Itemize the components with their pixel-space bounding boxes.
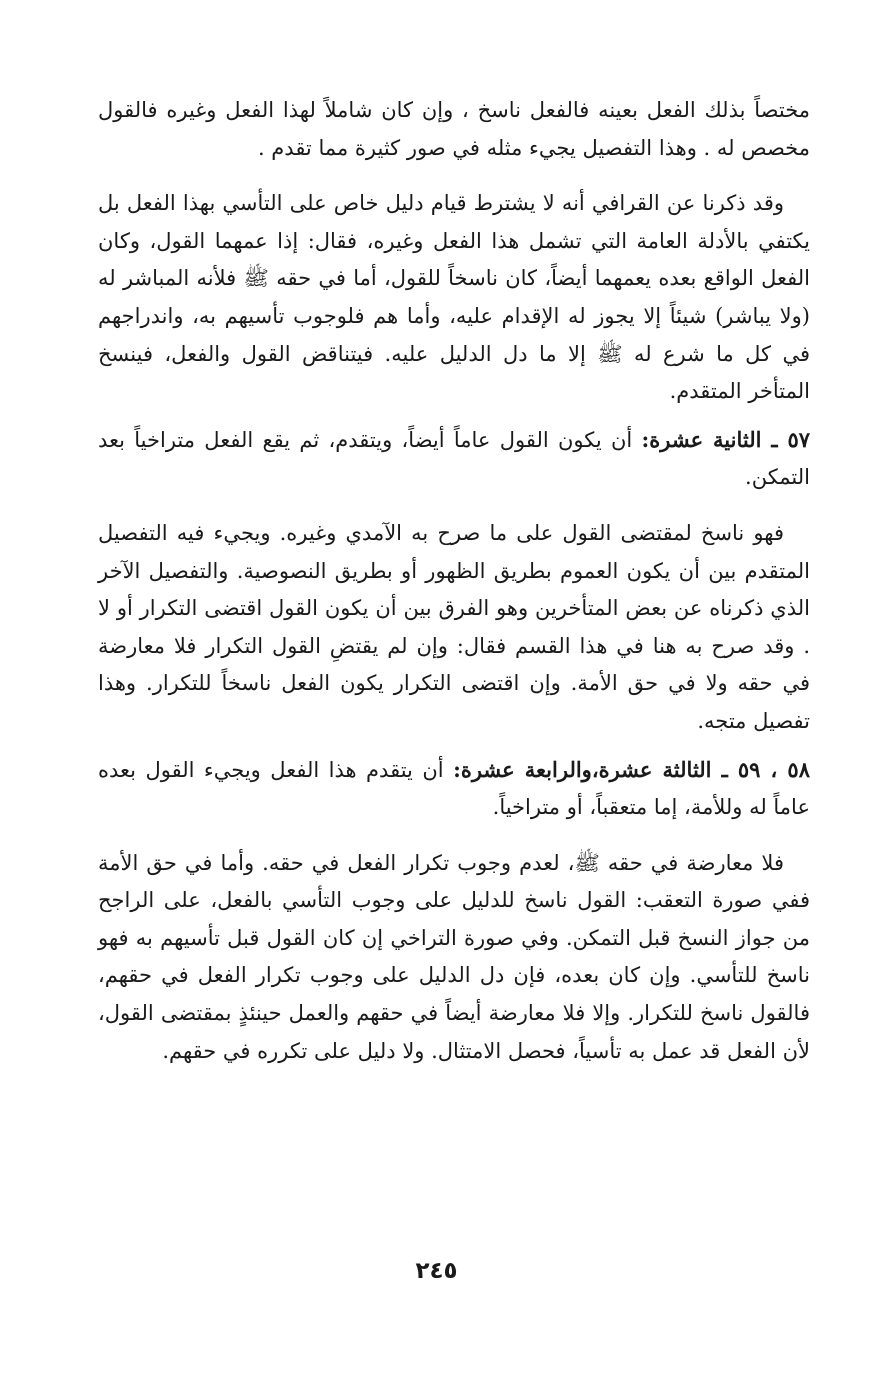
paragraph-5: [98, 751, 810, 827]
section-heading-57: ٥٧ ـ الثانية عشرة:: [641, 426, 810, 452]
paragraph-6: فلا معارضة في حقه ﷺ، لعدم وجوب تكرار الفعل في حقه. وأما في حق الأمة ففي صورة التعقب: القول ناسخ للدليل على وجوب التأسي بالفعل، على الراجح من جواز النسخ قبل التمكن. وفي صورة التراخي إن كان القول قبل تأسيهم به فهو ناسخ للتأسي. وإن كان بعده، فإن دل الدليل على وجوب تكرار الفعل في حقهم، فالقول ناسخ للتكرار. وإلا فلا معارضة أيضاً في حقهم والعمل حينئذٍ بمقتضى القول، لأن الفعل قد عمل به تأسياً، فحصل الامتثال. ولا دليل على تكرره في حقهم.: [98, 850, 810, 1063]
paragraph-5-text: أن يتقدم هذا الفعل ويجيء القول بعده عاماً له وللأمة، إما متعقباً، أو متراخياً.: [98, 757, 810, 820]
paragraph-4: فهو ناسخ لمقتضى القول على ما صرح به الآمدي وغيره. ويجيء فيه التفصيل المتقدم بين أن يكون العموم بطريق الظهور أو بطريق النصوصية. والتفصيل الآخر الذي ذكرناه عن بعض المتأخرين وهو الفرق بين أن يكون القول اقتضى التكرار أو لا . وقد صرح به هنا في هذا القسم فقال: وإن لم يقتضِ القول التكرار فلا معارضة في حقه ولا في حق الأمة. وإن اقتضى التكرار يكون الفعل ناسخاً للتكرار. وهذا تفصيل متجه.: [98, 520, 810, 733]
paragraph-1: مختصاً بذلك الفعل بعينه فالفعل ناسخ ، وإن كان شاملاً لهذا الفعل وغيره فالقول مخصص له . وهذا التفصيل يجيء مثله في صور كثيرة مما تقدم .: [98, 98, 810, 160]
paragraph-3-text: أن يكون القول عاماً أيضاً، ويتقدم، ثم يقع الفعل متراخياً بعد التمكن.: [98, 427, 810, 490]
page-body: [98, 92, 810, 1070]
page-number: ٢٤٥: [415, 1258, 458, 1284]
section-heading-58-59: ٥٨ ، ٥٩ ـ الثالثة عشرة،والرابعة عشرة:: [453, 756, 810, 782]
paragraph-3: [98, 421, 810, 497]
paragraph-2: وقد ذكرنا عن القرافي أنه لا يشترط قيام دليل خاص على التأسي بهذا الفعل بل يكتفي بالأدلة العامة التي تشمل هذا الفعل وغيره، فقال: إذا عمهما القول، وكان الفعل الواقع بعده يعمهما أيضاً، كان ناسخاً للقول، أما في حقه ﷺ فلأنه المباشر له (ولا يباشر) شيئاً إلا يجوز له الإقدام عليه، وأما هم فلوجوب تأسيهم به، واندراجهم في كل ما شرع له ﷺ إلا ما دل الدليل عليه. فيتناقض القول والفعل، فينسخ المتأخر المتقدم.: [98, 191, 810, 404]
